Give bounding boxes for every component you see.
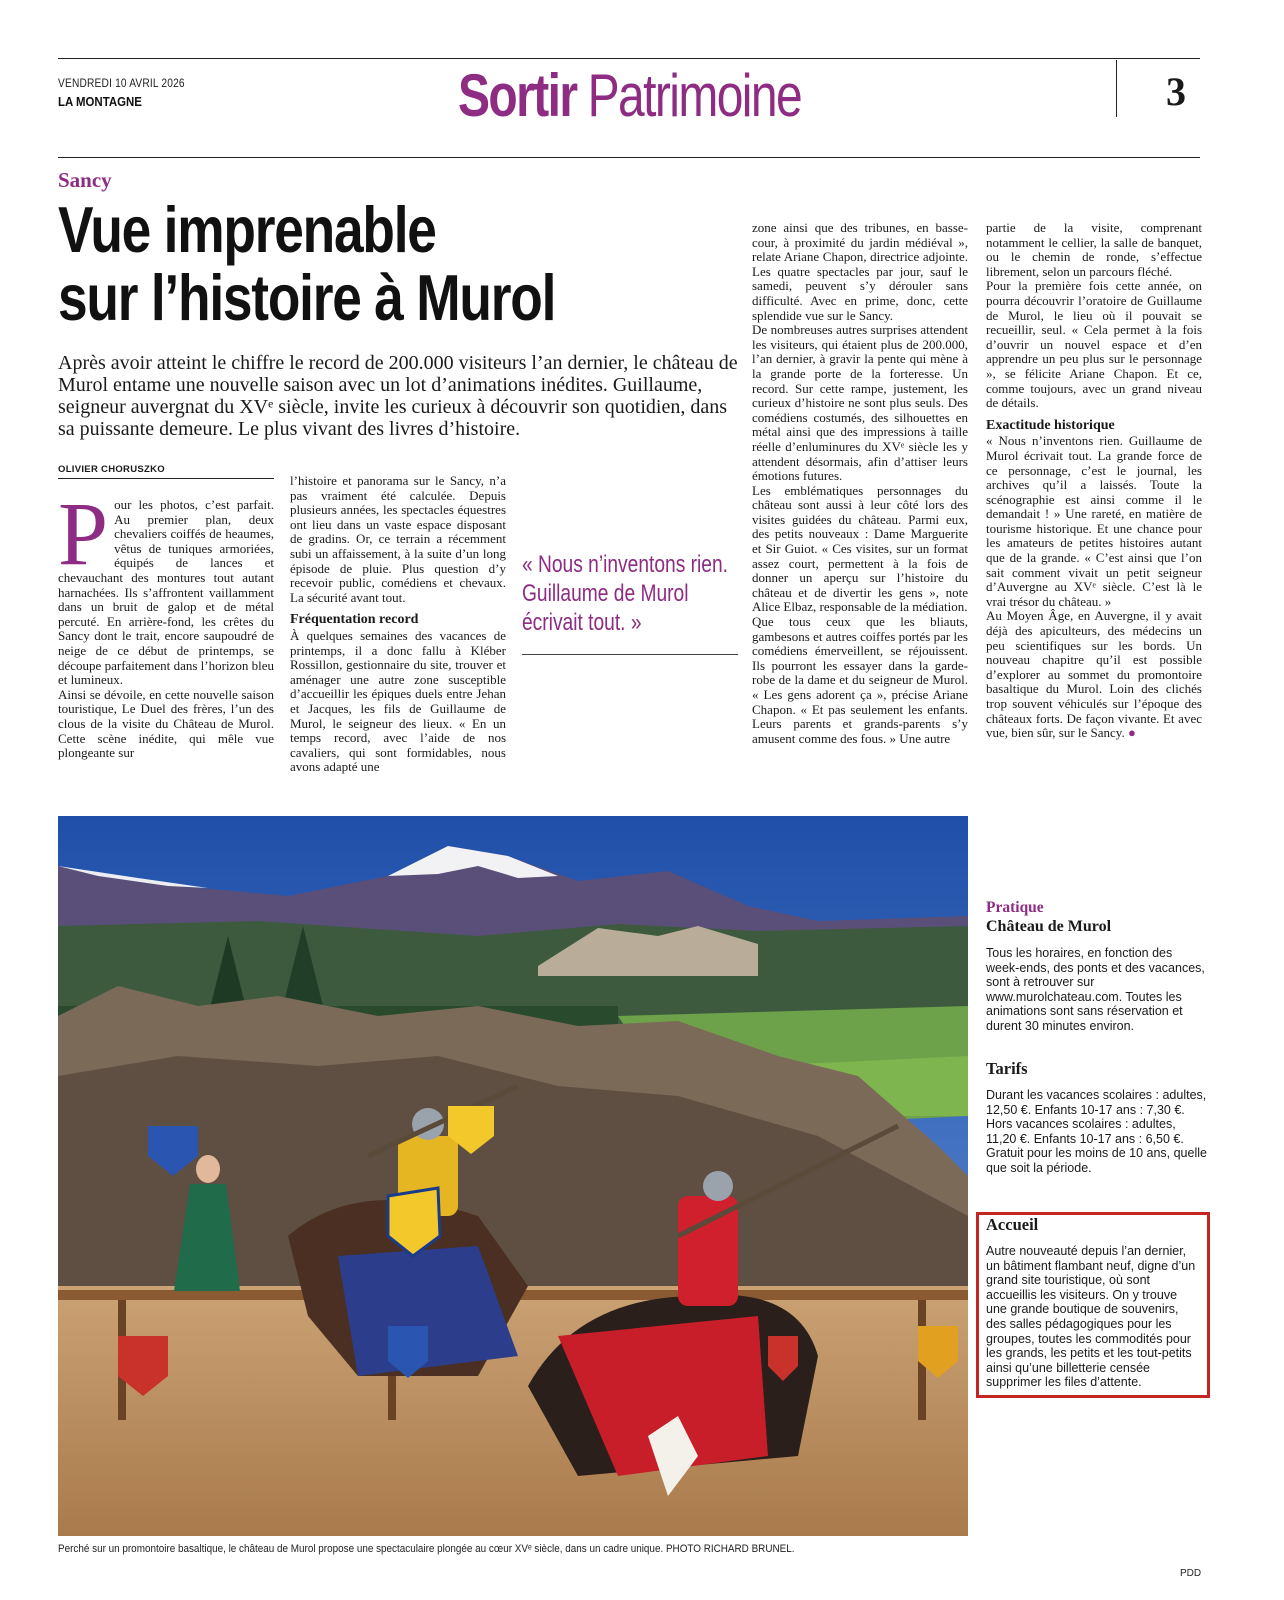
headline-line-1: Vue imprenable xyxy=(58,193,436,266)
tarifs-block xyxy=(986,1088,1208,1176)
article-column-2 xyxy=(290,474,506,775)
sidebar-kicker: Pratique xyxy=(986,899,1044,916)
accueil-heading: Accueil xyxy=(986,1215,1039,1234)
tarifs-line: Gratuit pour les moins de 10 ans, quelle que soit la période. xyxy=(986,1146,1207,1175)
paragraph-text: Au Moyen Âge, en Auvergne, il y avait déjà des apiculteurs, des médecins un peu scientifiques sur les bords. Un nouveau chapitre qu’il est possible d’explorer au sommet du promontoire basaltique du Murol. Loin des clichés trop souvent véhiculés sur l’époque des châteaux forts. De façon vivante. Et avec vue, bien sûr, sur le Sancy. xyxy=(986,608,1202,741)
top-rule xyxy=(58,58,1200,59)
paragraph: Les emblématiques personnages du château sont aussi à leur côté lors des visites guidées du château. Parmi eux, des petits nouveaux : Dame Marguerite et Sir Guiot. « Ces visites, sur un format assez court, permettent à la fois de donner un aperçu sur l’histoire du château et de divertir les gens », note Alice Elbaz, responsable de la médiation. xyxy=(752,482,968,615)
paragraph: À quelques semaines des vacances de printemps, il a donc fallu à Kléber Rossillon, gestionnaire du site, trouver et aménager une autre zone susceptible d’accueillir les épiques duels entre Jehan et Jacques, les fils de Guillaume de Murol, le seigneur des lieux. « En un temps record, avec l’aide de nos cavaliers, qui sont formidables, nous avons adapté une xyxy=(290,627,506,775)
paragraph: Ainsi se dévoile, en cette nouvelle saison touristique, Le Duel des frères, l’un des clous de la visite du Château de Murol. Cette scène inédite, qui mêle vue plongeante sur xyxy=(58,686,274,761)
paragraph xyxy=(986,609,1202,740)
accueil-text: Autre nouveauté depuis l’an dernier, un bâtiment flambant neuf, digne d’un grand site touristique, où sont accueillis les visiteurs. On y trouve une grande boutique de souvenirs, des salles pédagogiques pour les groupes, toutes les commodités pour les grands, les petits et les tout-petits ainsi qu’une billetterie censée supprimer les files d’attente. xyxy=(986,1244,1196,1390)
drop-cap: P xyxy=(58,485,109,584)
footer-code: PDD xyxy=(1180,1568,1202,1579)
masthead-rule xyxy=(58,157,1200,158)
section-label: Sortir xyxy=(458,62,577,129)
article-column-4 xyxy=(986,221,1202,741)
byline-rule xyxy=(58,478,274,479)
subheading: Exactitude historique xyxy=(986,417,1115,433)
byline: OLIVIER CHORUSZKO xyxy=(58,464,165,475)
pull-quote-rule xyxy=(522,654,738,655)
paragraph: our les photos, c’est parfait. Au premier plan, deux chevaliers coiffés de heaumes, vêtus de tuniques armoriées, équipés de lances et chevauchant des montures tout autant harnachées. Ils s’affrontent vaillamment dans un bruit de galop et de métal percuté. En arrière-fond, les crêtes du Sancy dont le trait, encore saupoudré de neige de ce début de printemps, se découpe parfaitement dans l’horizon bleu et lumineux. xyxy=(58,497,274,688)
pull-quote-text: « Nous n’inventons rien. Guillaume de Murol écrivait tout. » xyxy=(522,551,728,636)
sidebar-title: Château de Murol xyxy=(986,918,1112,935)
article-lead: Après avoir atteint le chiffre le record de 200.000 visiteurs l’an dernier, le château de Murol entame une nouvelle saison avec un lot d’animations inédites. Guillaume, seigneur auvergnat du XVᵉ siècle, invite les curieux à découvrir son quotidien, dans sa puissante demeure. Le plus vivant des livres d’histoire. xyxy=(58,352,738,440)
paragraph: De nombreuses autres surprises attendent les visiteurs, qui étaient plus de 200.000, l’an dernier, à gravir la pente qui mène à la grande porte de la forteresse. Un record. Sur cette rampe, justement, les curieux d’histoire ne sont plus seuls. Des comédiens costumés, des silhouettes en métal ainsi que des impressions à taille réelle d’enluminures du XVᵉ siècle les y attendent désormais, afin d’attiser leurs émotions futures. xyxy=(752,322,968,484)
subsection-label: Patrimoine xyxy=(587,62,802,129)
subheading: Fréquentation record xyxy=(290,612,419,628)
article-column-3 xyxy=(752,221,968,746)
paragraph: « Nous n’inventons rien. Guillaume de Murol écrivait tout. La grande force de ce personnage, c’est le journal, les archives qu’il a laissés. Toute la scénographie est ainsi comme il le demandait ! » Une rareté, en matière de tourisme historique. Et une chance pour les amateurs de petites histoires autant que de la grande. « C’est ainsi que l’on sait comment vivait un petit seigneur d’Auvergne au XVᵉ siècle. C’est là le vrai trésor du château. » xyxy=(986,433,1202,609)
tarifs-line: Hors vacances scolaires : adultes, 11,20 €. Enfants 10-17 ans : 6,50 €. xyxy=(986,1117,1184,1146)
headline-line-2: sur l’histoire à Murol xyxy=(58,261,556,334)
sidebar-intro: Tous les horaires, en fonction des week-ends, des ponts et des vacances, sont à retrouver sur www.murolchateau.com. Toutes les animations sont sans réservation et durent 30 minutes environ. xyxy=(986,946,1205,1033)
photo-caption: Perché sur un promontoire basaltique, le château de Murol propose une spectaculaire plongée au cœur XVᵉ siècle, dans un cadre unique. PHOTO RICHARD BRUNEL. xyxy=(58,1543,795,1555)
page-number: 3 xyxy=(1166,69,1186,114)
end-mark-icon: ● xyxy=(1127,725,1136,741)
paragraph: Pour la première fois cette année, on pourra découvrir l’oratoire de Guillaume de Murol, le lieu où il pouvait se recueillir, seul. « Cela permet à la fois d’ouvrir un nouvel espace et d’en apprendre un peu plus sur le personnage », se félicite Ariane Chapon. Et ce, comme toujours, avec un grand niveau de détails. xyxy=(986,278,1202,411)
article-column-1 xyxy=(58,485,274,761)
newspaper-name: LA MONTAGNE xyxy=(58,94,142,109)
article-headline xyxy=(58,193,616,334)
article-kicker: Sancy xyxy=(58,168,112,192)
paragraph: zone ainsi que des tribunes, en basse-cour, à proximité du jardin médiéval », relate Ariane Chapon, directrice adjointe. Les quatre spectacles par jour, sauf le samedi, peuvent s’y dérouler sans difficulté. Avec en prime, donc, cette splendide vue sur le Sancy. xyxy=(752,220,968,323)
paragraph: Que tous ceux que les bliauts, gambesons et autres coiffes portés par les comédiens émerveillent, se réjouissent. Ils pourront les essayer dans la garde-robe de la dame et du seigneur de Murol. « Les gens adorent ça », précise Ariane Chapon. « Et pas seulement les enfants. Leurs parents et grands-parents s’y amusent comme des fous. » Une autre xyxy=(752,614,968,746)
masthead-separator xyxy=(1116,60,1117,117)
article-photo xyxy=(58,816,968,1536)
tarifs-line: Durant les vacances scolaires : adultes, 12,50 €. Enfants 10-17 ans : 7,30 €. xyxy=(986,1088,1207,1117)
issue-date: VENDREDI 10 AVRIL 2026 xyxy=(58,76,185,90)
pull-quote xyxy=(522,550,734,637)
section-title xyxy=(458,63,801,129)
jousting-photo-illustration xyxy=(58,816,968,1536)
paragraph: l’histoire et panorama sur le Sancy, n’a pas vraiment été calculée. Depuis plusieurs années, les spectacles équestres ont lieu dans un vaste espace disposant de gradins. Or, ce terrain a récemment subi un affaissement, à la suite d’un long épisode de pluie. Plus question d’y recevoir public, comédiens et chevaux. La sécurité avant tout. xyxy=(290,473,506,605)
paragraph: partie de la visite, comprenant notamment le cellier, la salle de banquet, ou le chemin de ronde, s’effectue librement, selon un parcours fléché. xyxy=(986,220,1202,279)
tarifs-heading: Tarifs xyxy=(986,1059,1028,1078)
